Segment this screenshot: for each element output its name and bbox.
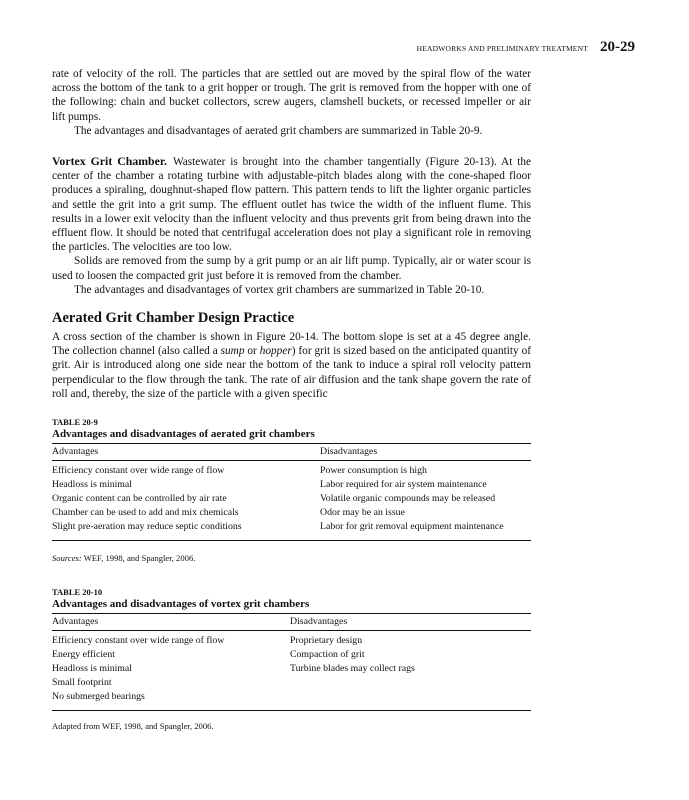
design-practice-section [52,309,531,401]
table-header-row [52,614,531,631]
paragraph-continued: rate of velocity of the roll. The particles that are settled out are moved by the spiral flow of the water across the bottom of the tank to a grit hopper or trough. The grit is removed from the hopper with one of the following: chain and bucket collectors, screw augers, clamshell buckets, or recessed impeller or air lift pumps. [52,68,531,123]
table-header-row [52,444,531,461]
paragraph-solids: Solids are removed from the sump by a grit pump or an air lift pump. Typically, air or water scour is used to loosen the compacted grit just before it is removed from the chamber. [52,255,531,282]
table-cell [290,690,531,704]
table-label: TABLE 20-10 [52,587,103,597]
table-cell: Power consumption is high [320,465,427,476]
table-cell: Headloss is minimal [52,663,133,675]
column-header: Advantages [52,444,320,461]
table-20-9 [52,417,531,564]
running-head [417,39,635,56]
data-table [52,613,531,711]
table-source: Adapted from WEF, 1998, and Spangler, 2006. [52,721,214,732]
vortex-runin-heading: Vortex Grit Chamber. [52,154,167,168]
table-row [52,506,531,520]
table-row [52,690,531,704]
table-cell: Compaction of grit [290,649,365,661]
table-cell: Labor for grit removal equipment maintenance [320,521,504,533]
table-cell: Labor required for air system maintenance [320,479,487,491]
table-cell: Efficiency constant over wide range of flow [52,465,225,476]
table-cell: Organic content can be controlled by air rate [52,493,227,505]
table-cell: Energy efficient [52,649,116,661]
paragraph-table-ref-9: The advantages and disadvantages of aerated grit chambers are summarized in Table 20-9. [74,124,483,137]
intro-text [52,67,531,138]
table-label: TABLE 20-9 [52,417,98,427]
table-row [52,492,531,506]
column-header: Disadvantages [290,614,531,631]
table-caption: Advantages and disadvantages of vortex grit chambers [52,598,310,610]
table-source: Sources: WEF, 1998, and Spangler, 2006. [52,553,196,564]
table-cell: No submerged bearings [52,691,145,703]
table-cell: Odor may be an issue [320,507,405,519]
term-hopper: hopper [259,345,292,358]
table-cell: Efficiency constant over wide range of flow [52,635,225,646]
table-20-10 [52,587,531,732]
data-table [52,443,531,541]
table-row [52,648,531,662]
table-cell: Small footprint [52,677,112,689]
running-title: HEADWORKS AND PRELIMINARY TREATMENT [416,44,588,53]
page-number: 20-29 [600,39,635,55]
term-sump: sump [220,345,245,358]
table-row [52,520,531,534]
table-cell: Volatile organic compounds may be released [320,493,496,505]
paragraph-design: A cross section of the chamber is shown in Figure 20-14. The bottom slope is set at a 45 degree angle. The collection channel (also called a sump or hopper) for grit is sized based on the anticipated quantity of grit. Air is introduced along one side near the bottom of the tank to induce a spiral roll velocity pattern perpendicular to the flow through the tank. The rate of air diffusion and the tank shape govern the rate of roll and, thereby, the size of the particle with a given specific [52,331,531,400]
table-row [52,676,531,690]
column-header: Advantages [52,614,290,631]
vortex-section [52,154,531,297]
column-header: Disadvantages [320,444,531,461]
source-label: Sources: [52,553,82,564]
table-caption: Advantages and disadvantages of aerated grit chambers [52,428,315,440]
table-cell [290,676,531,690]
table-cell: Chamber can be used to add and mix chemicals [52,507,239,519]
table-cell: Headloss is minimal [52,479,133,491]
table-row [52,634,531,648]
table-row [52,478,531,492]
section-heading: Aerated Grit Chamber Design Practice [52,310,295,326]
table-cell: Turbine blades may collect rags [290,663,415,675]
table-cell: Slight pre-aeration may reduce septic conditions [52,521,242,533]
table-row [52,662,531,676]
table-row [52,464,531,478]
paragraph-vortex [52,154,531,254]
vortex-text: Wastewater is brought into the chamber tangentially (Figure 20-13). At the center of the chamber a rotating turbine with adjustable-pitch blades along with the cone-shaped floor produces a spiraling, doughnut-shaped flow pattern. This pattern tends to lift the lighter organic particles and settle the grit into a grit sump. The effluent outlet has twice the width of the influent flume. This results in a lower exit velocity than the influent velocity and thus prevents grit from being drawn into the effluent flow. It should be noted that centrifugal acceleration does not play a significant role in removing the particles. The velocities are too low. [52,156,532,254]
paragraph-table-ref-10: The advantages and disadvantages of vortex grit chambers are summarized in Table 20-10. [74,283,485,296]
table-cell: Proprietary design [290,635,363,646]
